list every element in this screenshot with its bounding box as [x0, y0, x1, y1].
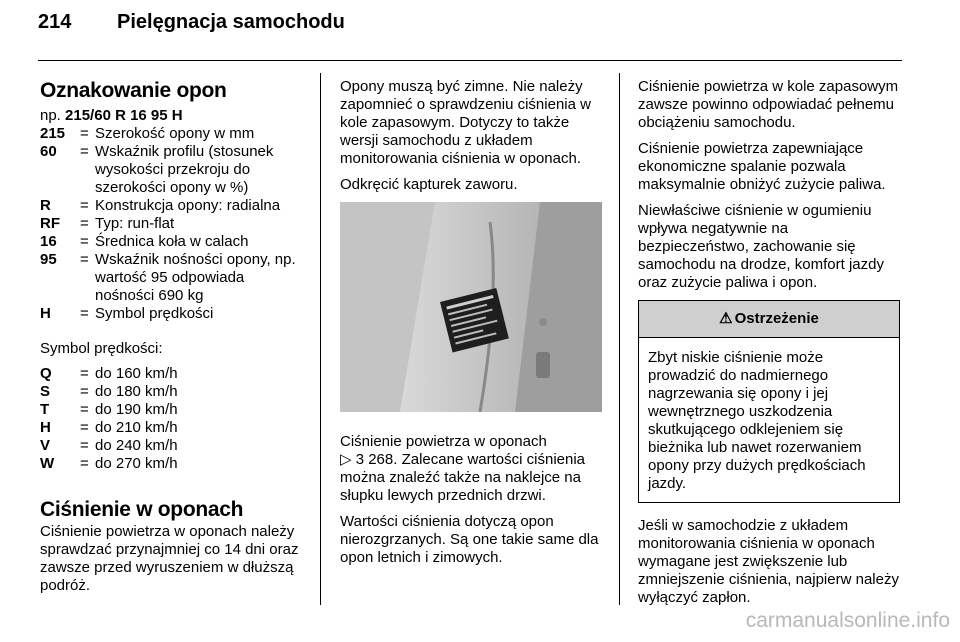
definition-value: do 210 km/h [95, 419, 178, 436]
tire-code: 215/60 R 16 95 H [65, 107, 183, 124]
equals-sign: = [80, 251, 89, 268]
equals-sign: = [80, 197, 89, 214]
paragraph: Ciśnienie powietrza w oponach należy sprawdzać przynajmniej co 14 dni oraz zawsze przed wyruszeniem w dłuższą podróż. [40, 523, 299, 594]
column-2 [340, 78, 602, 575]
watermark: carmanualsonline.info [745, 609, 950, 632]
column-divider-2 [619, 73, 620, 605]
tire-code-definitions [40, 125, 302, 323]
definition-row [40, 383, 302, 401]
definition-key: 95 [40, 251, 57, 268]
speed-symbol-list [40, 365, 302, 473]
equals-sign: = [80, 437, 89, 454]
paragraph: Wartości ciśnienia dotyczą opon nierozgrzanych. Są one takie same dla opon letnich i zimowych. [340, 513, 599, 566]
door-pillar-image [340, 202, 602, 412]
definition-key: 60 [40, 143, 57, 160]
definition-row [40, 251, 302, 305]
warning-triangle-icon: ⚠ [719, 310, 733, 327]
equals-sign: = [80, 305, 89, 322]
paragraph: Opony muszą być zimne. Nie należy zapomnieć o sprawdzeniu ciśnienia w kole zapasowym. Dotyczy to także wersji samochodu z układem monitorowania ciśnienia w oponach. [340, 78, 591, 167]
door-striker [536, 352, 550, 378]
definition-value: Wskaźnik nośności opony, np. wartość 95 odpowiada nośności 690 kg [95, 251, 296, 304]
definition-row [40, 401, 302, 419]
header-divider [38, 60, 902, 61]
page-number: 214 [38, 11, 72, 33]
definition-value: Szerokość opony w mm [95, 125, 255, 142]
equals-sign: = [80, 365, 89, 382]
paragraph: Niewłaściwe ciśnienie w ogumieniu wpływa negatywnie na bezpieczeństwo, zachowanie się samochodu na drodze, komfort jazdy oraz zużycie paliwa i opon. [638, 202, 884, 291]
warning-title: Ostrzeżenie [734, 310, 819, 327]
definition-key: H [40, 419, 51, 436]
definition-row [40, 215, 302, 233]
bolt-icon [539, 318, 547, 326]
paragraph: Odkręcić kapturek zaworu. [340, 176, 518, 193]
equals-sign: = [80, 233, 89, 250]
column-1 [40, 78, 302, 603]
definition-value: Wskaźnik profilu (stosunek wysokości przekroju do szerokości opony w %) [95, 143, 274, 196]
equals-sign: = [80, 419, 89, 436]
paragraph: Ciśnienie powietrza w kole zapasowym zawsze powinno odpowiadać pełnemu obciążeniu samochodu. [638, 78, 899, 131]
definition-key: S [40, 383, 51, 400]
definition-row [40, 197, 302, 215]
definition-row [40, 365, 302, 383]
page-reference: 3 268 [355, 451, 394, 468]
definition-row [40, 437, 302, 455]
definition-value: do 270 km/h [95, 455, 178, 472]
speed-symbol-label: Symbol prędkości: [40, 340, 163, 357]
definition-value: Średnica koła w calach [95, 233, 249, 250]
paragraph: Jeśli w samochodzie z układem monitorowania ciśnienia w oponach wymagane jest zwiększenie lub zmniejszenie ciśnienia, najpierw należy wyłączyć zapłon. [638, 517, 899, 606]
page-reference-arrow-icon: ▷ [340, 451, 356, 468]
door-pillar-sticker-photo [340, 202, 602, 412]
definition-row [40, 419, 302, 437]
definition-key: W [40, 455, 55, 472]
equals-sign: = [80, 143, 89, 160]
definition-key: 215 [40, 125, 66, 142]
warning-header [639, 301, 899, 338]
definition-key: H [40, 305, 51, 322]
definition-key: V [40, 437, 51, 454]
definition-key: Q [40, 365, 52, 382]
column-3 [638, 78, 900, 615]
paragraph: Ciśnienie powietrza zapewniające ekonomiczne spalanie pozwala maksymalnie obniżyć zużycie paliwa. [638, 140, 886, 193]
column-divider-1 [320, 73, 321, 605]
warning-text: Zbyt niskie ciśnienie może prowadzić do nadmiernego nagrzewania się opony i jej wewnętrznego uszkodzenia skutkującego odklejeniem się bieżnika lub nawet rozerwaniem opony przy dużych prędkościach jazdy. [648, 349, 866, 492]
equals-sign: = [80, 215, 89, 232]
definition-key: RF [40, 215, 60, 232]
definition-value: do 240 km/h [95, 437, 178, 454]
definition-key: 16 [40, 233, 57, 250]
definition-value: do 180 km/h [95, 383, 178, 400]
equals-sign: = [80, 125, 89, 142]
definition-row [40, 455, 302, 473]
section-heading-tire-pressure: Ciśnienie w oponach [40, 498, 244, 521]
definition-row [40, 233, 302, 251]
equals-sign: = [80, 401, 89, 418]
tire-code-example: np. 215/60 R 16 95 H [40, 107, 183, 124]
definition-value: Typ: run-flat [95, 215, 175, 232]
warning-box [638, 300, 900, 503]
definition-row [40, 143, 302, 197]
definition-row [40, 305, 302, 323]
section-heading-tire-marking: Oznakowanie opon [40, 79, 227, 102]
definition-key: T [40, 401, 50, 418]
equals-sign: = [80, 455, 89, 472]
definition-value: Konstrukcja opony: radialna [95, 197, 281, 214]
definition-key: R [40, 197, 51, 214]
equals-sign: = [80, 383, 89, 400]
definition-value: do 190 km/h [95, 401, 178, 418]
paragraph: Ciśnienie powietrza w oponach ▷ 3 268. Zalecane wartości ciśnienia można znaleźć także na naklejce na słupku lewych przednich drzwi. [340, 433, 586, 504]
definition-row [40, 125, 302, 143]
definition-value: do 160 km/h [95, 365, 178, 382]
definition-value: Symbol prędkości [95, 305, 214, 322]
page-header-title: Pielęgnacja samochodu [117, 11, 345, 33]
